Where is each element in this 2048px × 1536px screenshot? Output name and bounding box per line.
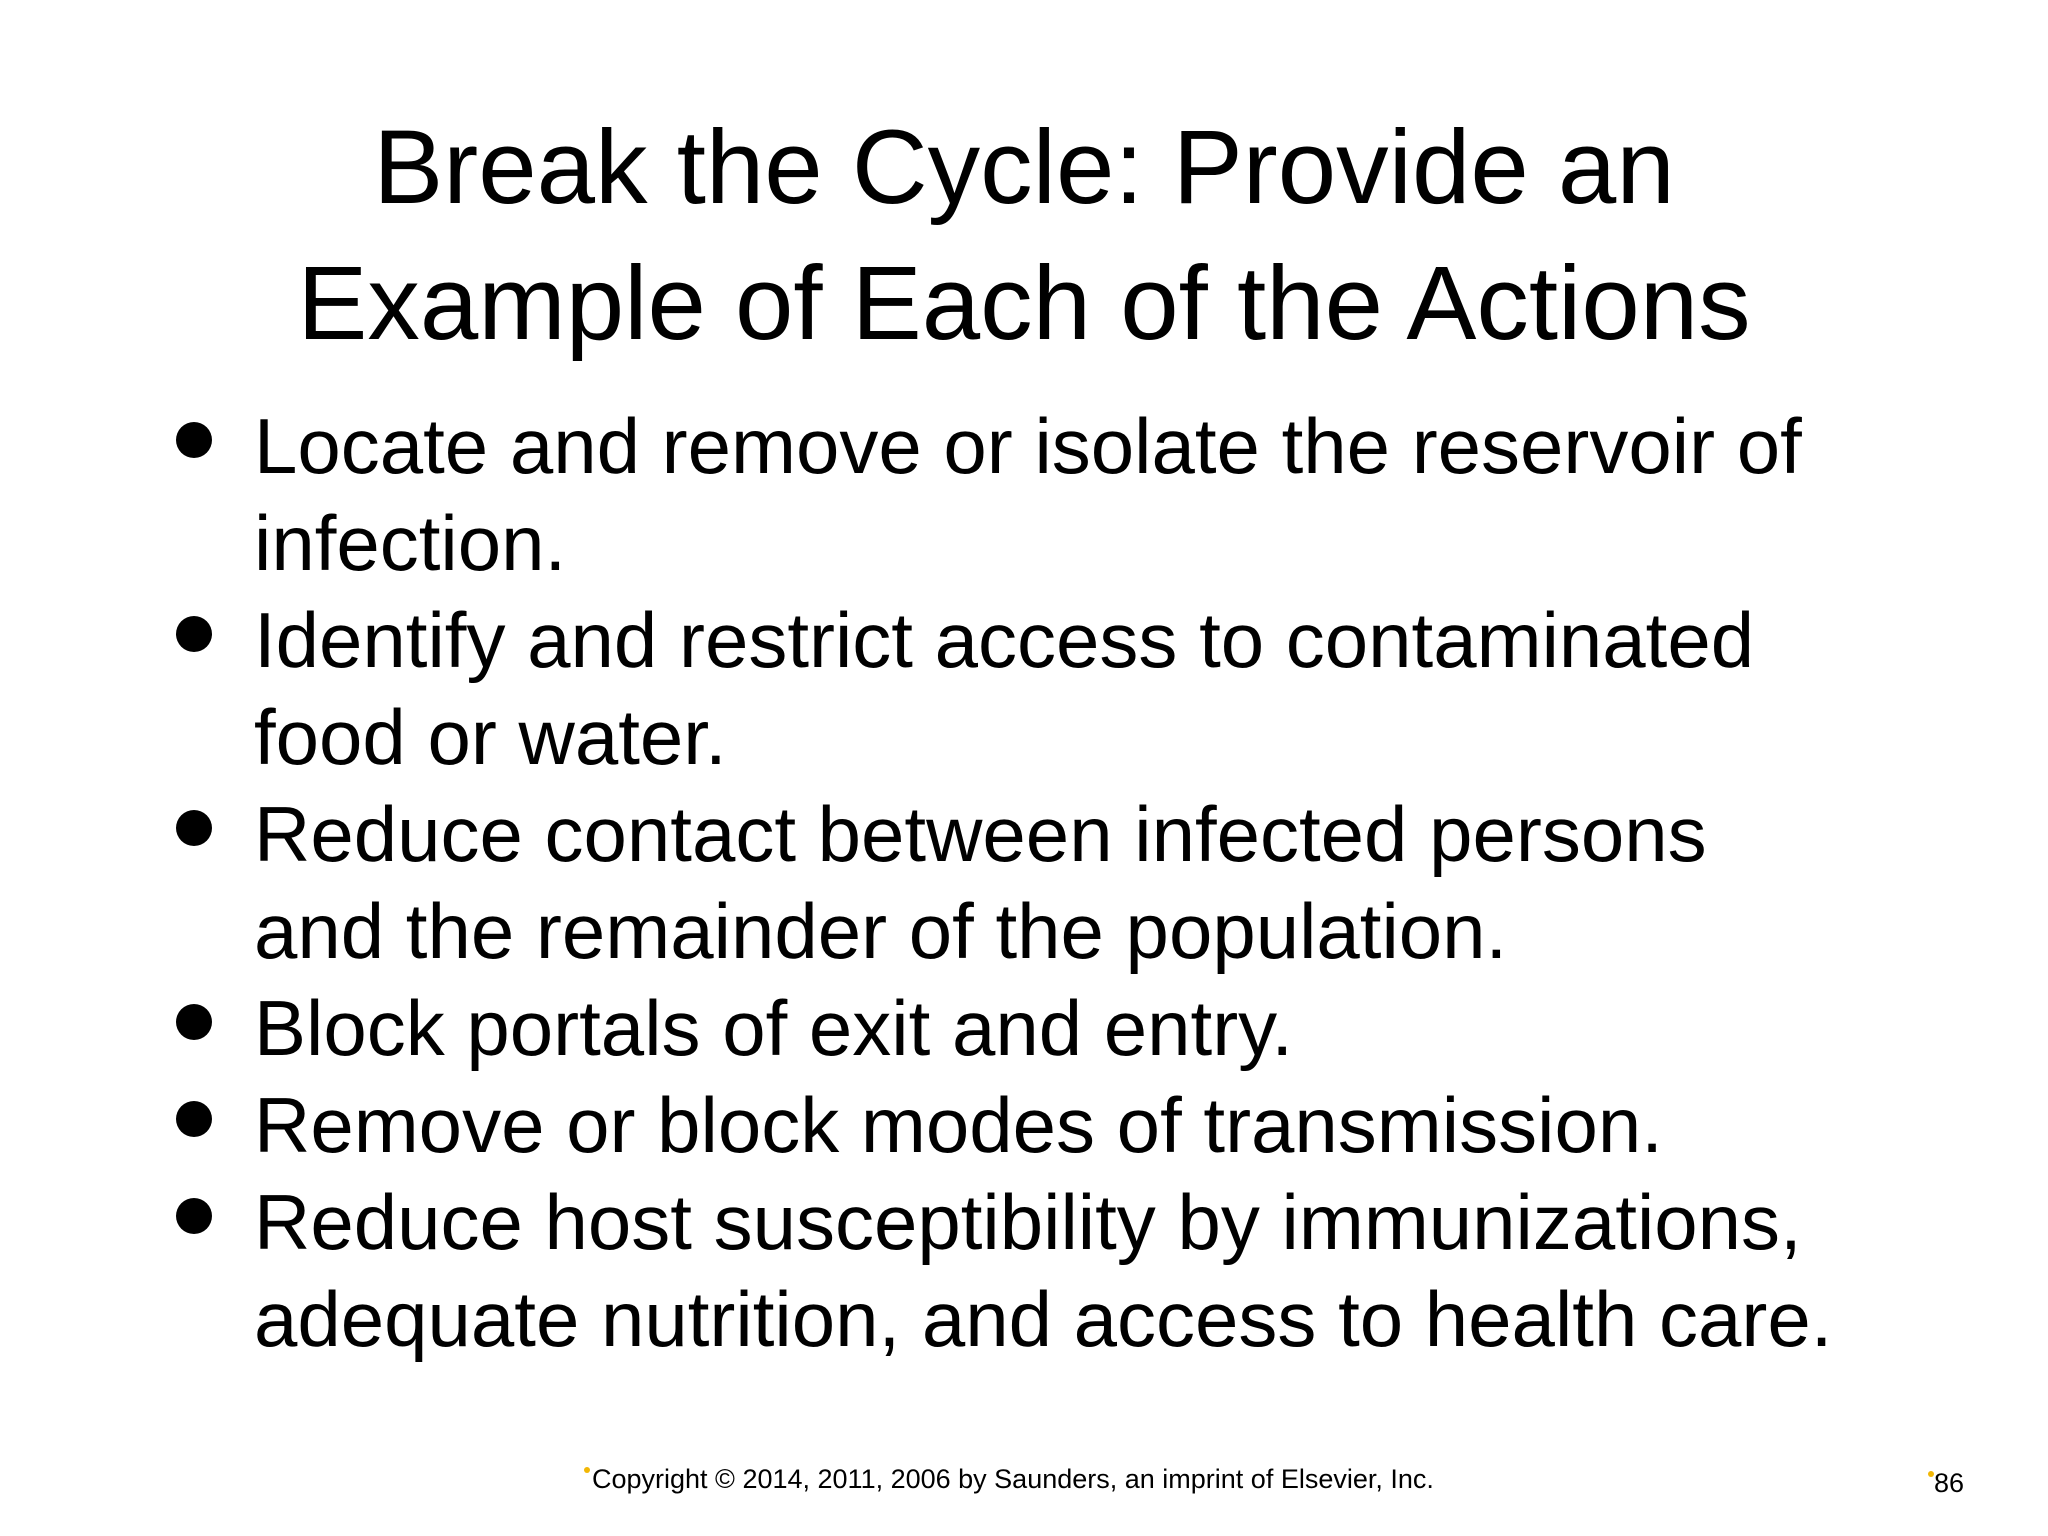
bullet-dot-icon <box>176 1004 212 1040</box>
bullet-line: food or water. <box>254 693 727 781</box>
copyright-footer: Copyright © 2014, 2011, 2006 by Saunders, an imprint of Elsevier, Inc. <box>592 1464 1434 1494</box>
bullet-line: and the remainder of the population. <box>254 887 1508 975</box>
footer-marker-icon <box>584 1467 590 1473</box>
slide-title <box>160 100 1888 372</box>
bullet-line: Remove or block modes of transmission. <box>254 1081 1663 1169</box>
bullet-item <box>170 1077 1930 1174</box>
bullet-item <box>170 398 1930 592</box>
bullet-dot-icon <box>176 422 212 458</box>
bullet-line: infection. <box>254 499 567 587</box>
bullet-dot-icon <box>176 1198 212 1234</box>
bullet-dot-icon <box>176 616 212 652</box>
bullet-item <box>170 1174 1930 1368</box>
bullet-line: Reduce host susceptibility by immunizations, <box>254 1178 1802 1266</box>
bullet-line: Locate and remove or isolate the reservoir of <box>254 402 1802 490</box>
bullet-item <box>170 786 1930 980</box>
bullet-line: adequate nutrition, and access to health care. <box>254 1275 1833 1363</box>
slide-title-line: Break the Cycle: Provide an <box>373 109 1675 226</box>
bullet-list <box>170 398 1930 1368</box>
page-number: 86 <box>1934 1468 1965 1498</box>
bullet-line: Identify and restrict access to contaminated <box>254 596 1755 684</box>
bullet-item <box>170 980 1930 1077</box>
bullet-item <box>170 592 1930 786</box>
bullet-line: Reduce contact between infected persons <box>254 790 1707 878</box>
bullet-line: Block portals of exit and entry. <box>254 984 1294 1072</box>
bullet-dot-icon <box>176 810 212 846</box>
bullet-dot-icon <box>176 1101 212 1137</box>
slide-title-line: Example of Each of the Actions <box>297 245 1751 362</box>
